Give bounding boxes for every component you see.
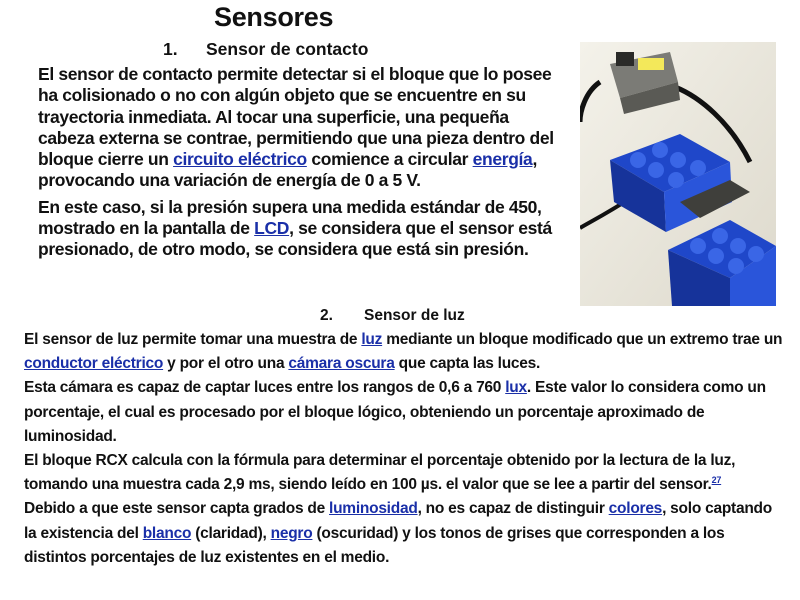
- section-number: 2.: [320, 307, 333, 324]
- link-lux[interactable]: lux: [505, 379, 527, 397]
- link-luz[interactable]: luz: [361, 331, 383, 348]
- light-sensor-text: [24, 328, 784, 570]
- text-run: . Este valor lo considera como un porcentaje, el cual es procesado por el bloque lógico, obteniendo un porcentaje aproximado de luminosidad.: [24, 379, 766, 445]
- text-run: (oscuridad) y los tonos de grises que corresponden a los distintos porcentajes de luz existentes en el medio.: [24, 524, 725, 566]
- link-lcd[interactable]: LCD: [254, 218, 290, 239]
- paragraph: [24, 449, 784, 497]
- lego-sensor-illustration: [580, 42, 776, 306]
- paragraph: [38, 197, 563, 261]
- section-heading-light-sensor: [320, 307, 465, 325]
- link-energia[interactable]: energía: [472, 149, 533, 170]
- paragraph: [24, 328, 784, 376]
- link-negro[interactable]: negro: [270, 524, 313, 542]
- text-run: , provocando una variación de energía de 0 a 5 V.: [38, 149, 537, 191]
- link-luminosidad[interactable]: luminosidad: [329, 500, 418, 518]
- text-run: El sensor de luz permite tomar una muestra de: [24, 331, 362, 348]
- section-heading-text: Sensor de luz: [364, 307, 465, 324]
- text-run: El sensor de contacto permite detectar si el bloque que lo posee ha colisionado o no con algún objeto que se encuentre en su trayectoria inmediata. Al tocar una superficie, una pequeña cabeza externa se contrae, permitiendo que una pieza dentro del bloque cierre un: [38, 64, 554, 170]
- text-run: , solo captando la existencia del: [24, 500, 772, 542]
- text-run: , no es capaz de distinguir: [417, 500, 609, 518]
- link-camara-oscura[interactable]: cámara oscura: [288, 355, 395, 373]
- text-run: El bloque RCX calcula con la fórmula para determinar el porcentaje obtenido por la lectura de la luz, tomando una muestra cada 2,9 ms, siendo leído en 100 µs. el valor que se lee a partir del sensor.: [24, 452, 736, 494]
- link-blanco[interactable]: blanco: [142, 524, 192, 542]
- section-number: 1.: [163, 39, 178, 59]
- text-run: Debido a que este sensor capta grados de: [24, 500, 330, 518]
- page-title: Sensores: [214, 2, 334, 32]
- link-conductor-electrico[interactable]: conductor eléctrico: [24, 355, 164, 373]
- paragraph: [38, 64, 563, 192]
- text-run: (claridad),: [191, 524, 271, 542]
- footnote-link[interactable]: 27: [711, 475, 722, 486]
- link-circuito-electrico[interactable]: circuito eléctrico: [173, 149, 307, 170]
- section-heading-contact-sensor: [163, 39, 368, 60]
- text-run: mediante un bloque modificado que un extremo trae un: [382, 331, 783, 348]
- link-colores[interactable]: colores: [608, 500, 663, 518]
- text-run: comience a circular: [306, 149, 473, 170]
- paragraph: [24, 376, 784, 449]
- text-run: Esta cámara es capaz de captar luces entre los rangos de 0,6 a 760: [24, 379, 506, 397]
- text-run: , se considera que el sensor está presionado, de otro modo, se considera que está sin presión.: [38, 218, 552, 260]
- contact-sensor-text: [38, 64, 563, 266]
- paragraph: [24, 497, 784, 570]
- text-run: En este caso, si la presión supera una medida estándar de 450, mostrado en la pantalla de: [38, 196, 542, 239]
- text-run: y por el otro una: [163, 355, 289, 373]
- touch-sensor-photo: [580, 42, 776, 306]
- section-heading-text: Sensor de contacto: [206, 39, 369, 59]
- text-run: que capta las luces.: [394, 355, 541, 373]
